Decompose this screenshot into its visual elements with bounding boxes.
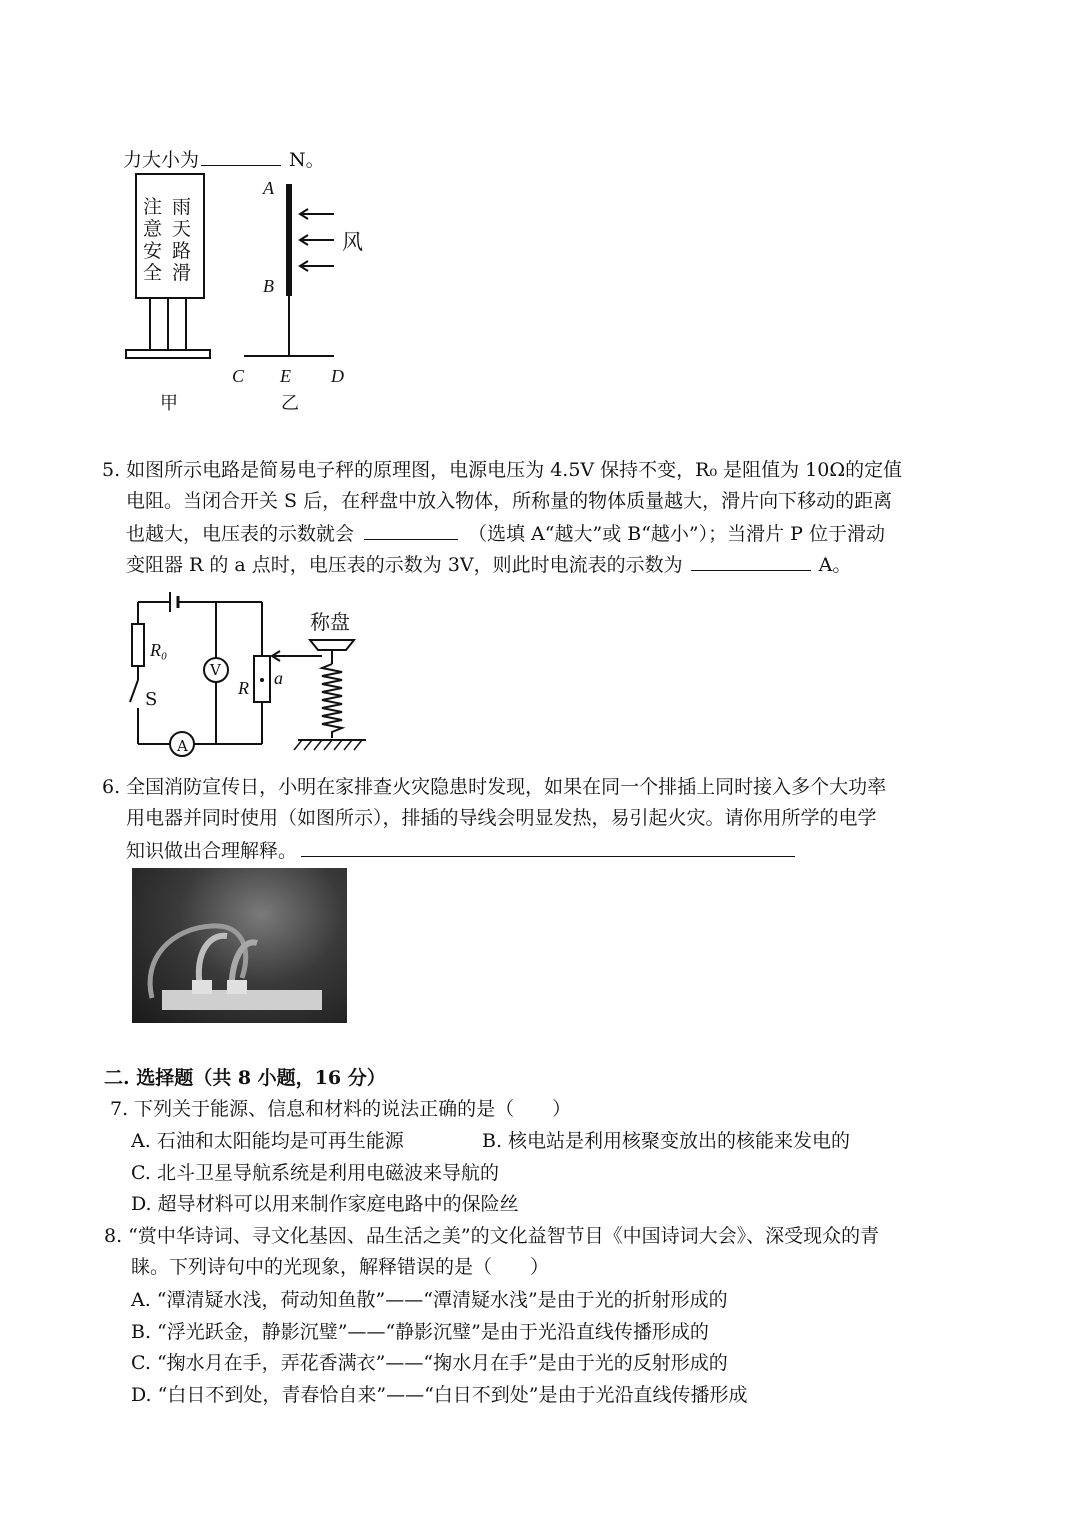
label-B-pole: B — [263, 276, 274, 296]
q8-stem-line1: 8. “赏中华诗词、寻文化基因、品生活之美”的文化益智节目《中国诗词大会》、深受现众的青 — [104, 1225, 880, 1247]
q5-line1: 5. 如图所示电路是简易电子秤的原理图，电源电压为 4.5V 保持不变，R₀ 是阻值为 10Ω的定值 — [102, 459, 903, 481]
q5-blank-2[interactable] — [691, 552, 811, 571]
q6-line3-text: 知识做出合理解释。 — [126, 840, 298, 862]
label-S: S — [145, 689, 158, 710]
caption-jia: 甲 — [160, 393, 178, 414]
q6-line2: 用电器并同时使用（如图所示），排插的导线会明显发热，易引起火灾。请你用所学的电学 — [126, 807, 877, 829]
q6-line1: 6. 全国消防宣传日，小明在家排查火灾隐患时发现，如果在同一个排插上同时接入多个大功率 — [102, 776, 887, 798]
label-a: a — [274, 668, 283, 688]
q5-line3 — [126, 521, 885, 546]
figure-yi-pole — [240, 170, 380, 370]
q4-answer-line — [123, 147, 325, 172]
caption-yi: 乙 — [281, 393, 299, 414]
sign-text-right: 雨天路滑 — [172, 196, 192, 284]
q5-blank-1[interactable] — [364, 521, 458, 540]
q5-line3-b: （选填 A“越大”或 B“越小”）；当滑片 P 位于滑动 — [468, 523, 885, 545]
label-wind: 风 — [342, 230, 363, 254]
label-R: R — [238, 678, 249, 698]
figure-jia-sign — [120, 170, 220, 370]
section-title: 二. 选择题（共 8 小题，16 分） — [104, 1067, 386, 1089]
q8-option-d[interactable]: D. “白日不到处，青春恰自来”——“白日不到处”是由于光沿直线传播形成 — [131, 1384, 748, 1406]
q4-answer-blank[interactable] — [201, 147, 281, 166]
q8-option-c[interactable]: C. “掬水月在手，弄花香满衣”——“掬水月在手”是由于光的反射形成的 — [131, 1352, 728, 1374]
q5-line4-b: A。 — [818, 554, 852, 576]
q5-line2: 电阻。当闭合开关 S 后，在秤盘中放入物体，所称量的物体质量越大，滑片向下移动的距离 — [126, 490, 893, 512]
label-voltmeter: V — [210, 661, 221, 679]
q8-option-b[interactable]: B. “浮光跃金，静影沉璧”——“静影沉璧”是由于光沿直线传播形成的 — [131, 1321, 709, 1343]
q7-option-d[interactable]: D. 超导材料可以用来制作家庭电路中的保险丝 — [131, 1193, 519, 1215]
q5-line3-a: 也越大，电压表的示数就会 — [126, 523, 355, 545]
q6-answer-blank[interactable] — [301, 838, 795, 857]
q8-stem-line2: 睐。下列诗句中的光现象，解释错误的是（ ） — [131, 1256, 550, 1278]
q7-option-c[interactable]: C. 北斗卫星导航系统是利用电磁波来导航的 — [131, 1162, 499, 1184]
sign-text-left: 注意安全 — [143, 196, 163, 284]
q6-line3 — [126, 838, 795, 863]
q5-line4 — [126, 552, 851, 577]
q7-stem: 7. 下列关于能源、信息和材料的说法正确的是（ ） — [110, 1098, 572, 1120]
label-weighing-pan: 称盘 — [310, 610, 350, 634]
label-R0: R₀ — [150, 640, 168, 660]
label-D: D — [331, 366, 344, 386]
q4-prefix: 力大小为 — [123, 149, 200, 171]
label-E: E — [280, 366, 291, 386]
q7-option-a[interactable]: A. 石油和太阳能均是可再生能源 — [131, 1130, 404, 1152]
q8-option-a[interactable]: A. “潭清疑水浅，荷动知鱼散”——“潭清疑水浅”是由于光的折射形成的 — [131, 1289, 728, 1311]
power-strip-photo — [132, 868, 347, 1023]
label-A-pole: A — [263, 178, 274, 198]
label-C: C — [232, 366, 245, 386]
q4-unit: N。 — [289, 149, 325, 171]
q7-option-b[interactable]: B. 核电站是利用核聚变放出的核能来发电的 — [482, 1130, 851, 1152]
label-ammeter: A — [177, 737, 188, 755]
q5-line4-a: 变阻器 R 的 a 点时，电压表的示数为 3V，则此时电流表的示数为 — [126, 554, 683, 576]
